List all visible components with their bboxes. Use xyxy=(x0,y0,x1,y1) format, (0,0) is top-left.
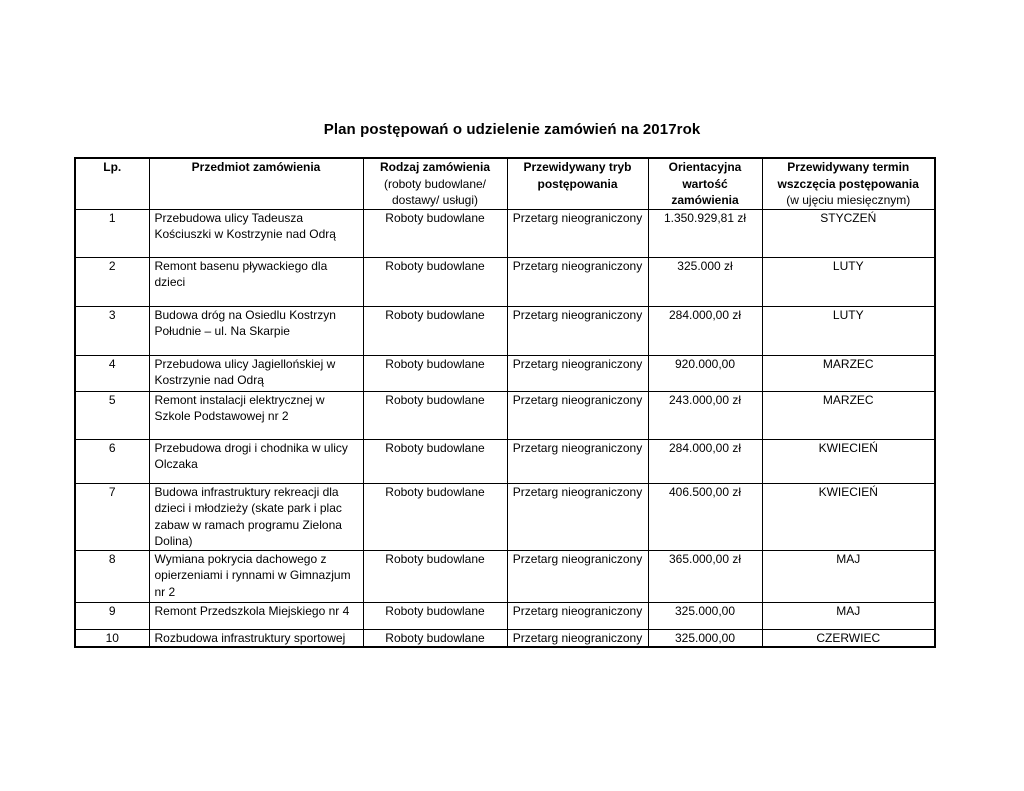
header-estimated-value xyxy=(648,158,762,209)
cell-procedure-mode: Przetarg nieograniczony xyxy=(507,439,648,483)
cell-subject: Przebudowa ulicy Jagiellońskiej w Kostrzynie nad Odrą xyxy=(149,355,363,391)
cell-start-date: LUTY xyxy=(762,257,935,306)
table-row xyxy=(75,629,935,647)
cell-estimated-value: 406.500,00 zł xyxy=(648,483,762,550)
table-row xyxy=(75,483,935,550)
table-row xyxy=(75,306,935,355)
header-start-date-line3: (w ujęciu miesięcznym) xyxy=(786,193,911,207)
cell-start-date: KWIECIEŃ xyxy=(762,483,935,550)
header-order-type-line1: Rodzaj zamówienia xyxy=(379,160,491,174)
cell-order-type: Roboty budowlane xyxy=(363,483,507,550)
table-row xyxy=(75,391,935,439)
cell-subject: Wymiana pokrycia dachowego z opierzeniami i rynnami w Gimnazjum nr 2 xyxy=(149,550,363,602)
cell-procedure-mode: Przetarg nieograniczony xyxy=(507,306,648,355)
header-subject: Przedmiot zamówienia xyxy=(149,158,363,209)
cell-estimated-value: 284.000,00 zł xyxy=(648,439,762,483)
table-row xyxy=(75,602,935,629)
cell-order-type: Roboty budowlane xyxy=(363,209,507,257)
header-start-date-line1: Przewidywany termin xyxy=(787,160,910,174)
cell-start-date: MARZEC xyxy=(762,355,935,391)
cell-subject: Budowa infrastruktury rekreacji dla dzieci i młodzieży (skate park i plac zabaw w ramach programu Zielona Dolina) xyxy=(149,483,363,550)
table-row xyxy=(75,355,935,391)
cell-order-type: Roboty budowlane xyxy=(363,602,507,629)
header-procedure-mode-line2: postępowania xyxy=(537,176,618,191)
header-estimated-value-line1: Orientacyjna xyxy=(668,160,742,174)
cell-order-type: Roboty budowlane xyxy=(363,306,507,355)
cell-lp: 9 xyxy=(75,602,149,629)
cell-subject: Remont instalacji elektrycznej w Szkole Podstawowej nr 2 xyxy=(149,391,363,439)
header-estimated-value-line3: zamówienia xyxy=(671,193,739,207)
cell-start-date: STYCZEŃ xyxy=(762,209,935,257)
cell-start-date: KWIECIEŃ xyxy=(762,439,935,483)
cell-procedure-mode: Przetarg nieograniczony xyxy=(507,257,648,306)
header-order-type-line3: dostawy/ usługi) xyxy=(391,193,479,207)
cell-lp: 5 xyxy=(75,391,149,439)
cell-order-type: Roboty budowlane xyxy=(363,391,507,439)
cell-order-type: Roboty budowlane xyxy=(363,257,507,306)
cell-estimated-value: 325.000 zł xyxy=(648,257,762,306)
cell-procedure-mode: Przetarg nieograniczony xyxy=(507,602,648,629)
cell-start-date: MAJ xyxy=(762,602,935,629)
cell-procedure-mode: Przetarg nieograniczony xyxy=(507,209,648,257)
table-row xyxy=(75,209,935,257)
cell-subject: Budowa dróg na Osiedlu Kostrzyn Południe – ul. Na Skarpie xyxy=(149,306,363,355)
cell-lp: 8 xyxy=(75,550,149,602)
header-procedure-mode xyxy=(507,158,648,209)
cell-order-type: Roboty budowlane xyxy=(363,550,507,602)
header-lp: Lp. xyxy=(75,158,149,209)
cell-lp: 6 xyxy=(75,439,149,483)
cell-subject: Remont Przedszkola Miejskiego nr 4 xyxy=(149,602,363,629)
cell-start-date: MAJ xyxy=(762,550,935,602)
cell-estimated-value: 365.000,00 zł xyxy=(648,550,762,602)
cell-procedure-mode: Przetarg nieograniczony xyxy=(507,355,648,391)
table-row xyxy=(75,439,935,483)
cell-estimated-value: 1.350.929,81 zł xyxy=(648,209,762,257)
document-title: Plan postępowań o udzielenie zamówień na 2017rok xyxy=(323,121,701,138)
cell-lp: 10 xyxy=(75,629,149,647)
cell-lp: 4 xyxy=(75,355,149,391)
header-order-type-line2: (roboty budowlane/ xyxy=(383,176,487,191)
table-row xyxy=(75,550,935,602)
cell-estimated-value: 325.000,00 xyxy=(648,602,762,629)
cell-order-type: Roboty budowlane xyxy=(363,355,507,391)
cell-estimated-value: 325.000,00 xyxy=(648,629,762,647)
cell-order-type: Roboty budowlane xyxy=(363,439,507,483)
cell-order-type: Roboty budowlane xyxy=(363,629,507,647)
table-row xyxy=(75,257,935,306)
cell-lp: 1 xyxy=(75,209,149,257)
cell-procedure-mode: Przetarg nieograniczony xyxy=(507,391,648,439)
cell-lp: 3 xyxy=(75,306,149,355)
cell-subject: Przebudowa ulicy Tadeusza Kościuszki w Kostrzynie nad Odrą xyxy=(149,209,363,257)
cell-procedure-mode: Przetarg nieograniczony xyxy=(507,483,648,550)
cell-lp: 7 xyxy=(75,483,149,550)
cell-estimated-value: 243.000,00 zł xyxy=(648,391,762,439)
header-procedure-mode-line1: Przewidywany tryb xyxy=(523,160,632,174)
cell-subject: Przebudowa drogi i chodnika w ulicy Olczaka xyxy=(149,439,363,483)
cell-start-date: MARZEC xyxy=(762,391,935,439)
cell-procedure-mode: Przetarg nieograniczony xyxy=(507,629,648,647)
cell-estimated-value: 284.000,00 zł xyxy=(648,306,762,355)
cell-start-date: LUTY xyxy=(762,306,935,355)
cell-start-date: CZERWIEC xyxy=(762,629,935,647)
cell-lp: 2 xyxy=(75,257,149,306)
cell-subject: Remont basenu pływackiego dla dzieci xyxy=(149,257,363,306)
cell-estimated-value: 920.000,00 xyxy=(648,355,762,391)
header-start-date xyxy=(762,158,935,209)
cell-subject: Rozbudowa infrastruktury sportowej xyxy=(149,629,363,647)
header-estimated-value-line2: wartość xyxy=(682,176,728,191)
header-start-date-line2: wszczęcia postępowania xyxy=(777,176,919,191)
procurement-plan-table xyxy=(74,157,936,648)
cell-procedure-mode: Przetarg nieograniczony xyxy=(507,550,648,602)
header-order-type xyxy=(363,158,507,209)
table-header-row xyxy=(75,158,935,209)
